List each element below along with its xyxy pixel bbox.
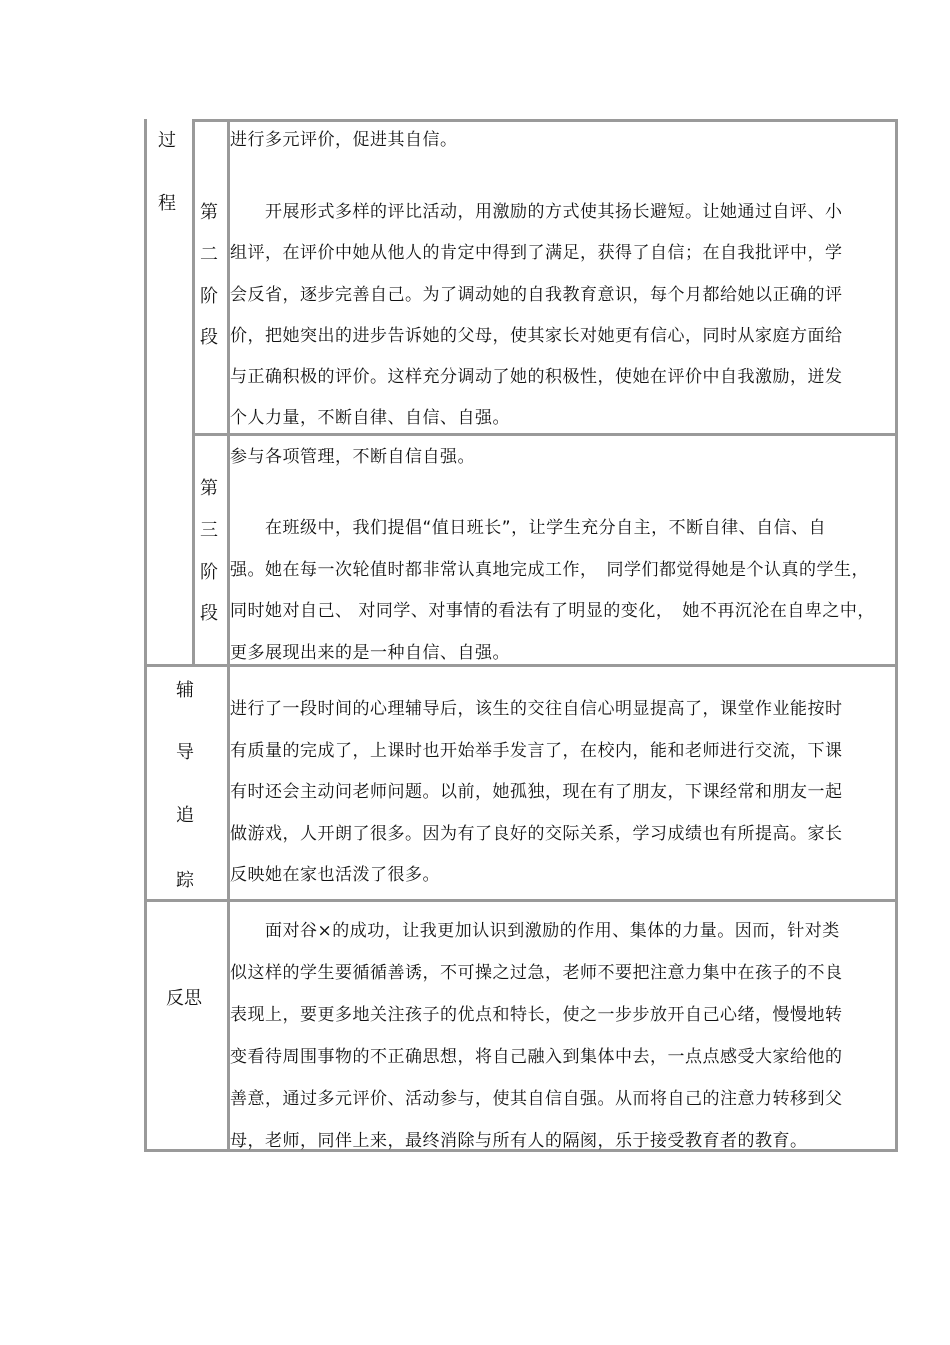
reflection-line: 善意，通过多元评价、活动参与，使其自信自强。从而将自己的注意力转移到父 xyxy=(230,1089,843,1109)
stage2-line: 与正确积极的评价。这样充分调动了她的积极性，使她在评价中自我激励，迸发 xyxy=(230,367,843,388)
stage2-line: 组评，在评价中她从他人的肯定中得到了满足，获得了自信；在自我批评中，学 xyxy=(230,243,843,264)
table-top-border xyxy=(192,119,898,122)
process-label-char-1: 过 xyxy=(158,130,176,151)
stage3-line: 同时她对自己、 对同学、对事情的看法有了明显的变化， 她不再沉沦在自卑之中， xyxy=(230,601,875,621)
stage2-label-char-1: 第 xyxy=(200,202,218,223)
followup-line: 有质量的完成了，上课时也开始举手发言了，在校内，能和老师进行交流，下课 xyxy=(230,740,843,761)
followup-label-char-2: 导 xyxy=(176,742,194,763)
stage3-label-char-4: 段 xyxy=(200,603,218,624)
reflection-line: 表现上，要更多地关注孩子的优点和特长，使之一步步放开自己心绪，慢慢地转 xyxy=(230,1005,843,1025)
reflection-line: 面对谷×的成功，让我更加认识到激励的作用、集体的力量。因而，针对类 xyxy=(230,921,840,941)
stage-column-border xyxy=(192,119,195,667)
stage3-paragraph xyxy=(230,508,890,674)
table-left-border xyxy=(144,119,147,1152)
stage2-line: 开展形式多样的评比活动，用激励的方式使其扬长避短。让她通过自评、小 xyxy=(230,202,843,222)
followup-line: 有时还会主动问老师问题。以前，她孤独，现在有了朋友，下课经常和朋友一起 xyxy=(230,782,843,802)
stage2-label-char-3: 阶 xyxy=(200,286,218,307)
table-right-border xyxy=(895,119,898,1152)
stage3-label-char-3: 阶 xyxy=(200,562,218,583)
reflection-line: 母，老师，同伴上来，最终消除与所有人的隔阂，乐于接受教育者的教育。 xyxy=(230,1131,808,1151)
followup-line: 做游戏，人开朗了很多。因为有了良好的交际关系，学习成绩也有所提高。家长 xyxy=(230,823,843,844)
process-label-char-2: 程 xyxy=(158,193,176,214)
reflection-paragraph xyxy=(230,910,890,1162)
followup-line: 反映她在家也活泼了很多。 xyxy=(230,865,440,885)
stage3-label-char-1: 第 xyxy=(200,478,218,499)
stage2-line: 价，把她突出的进步告诉她的父母，使其家长对她更有信心，同时从家庭方面给 xyxy=(230,325,843,346)
stage2-line: 个人力量，不断自律、自信、自强。 xyxy=(230,408,510,429)
stage2-line: 会反省，逐步完善自己。为了调动她的自我教育意识，每个月都给她以正确的评 xyxy=(230,284,843,305)
stage3-line: 更多展现出来的是一种自信、自强。 xyxy=(230,642,510,663)
stage2-paragraph xyxy=(230,192,890,440)
reflection-label: 反思 xyxy=(166,988,202,1009)
stage2-label-char-2: 二 xyxy=(200,244,218,265)
stage3-label-char-2: 三 xyxy=(200,520,218,541)
followup-line: 进行了一段时间的心理辅导后，该生的交往自信心明显提高了，课堂作业能按时 xyxy=(230,699,843,719)
section-divider-reflection xyxy=(144,899,898,902)
followup-label-char-1: 辅 xyxy=(176,680,194,701)
stage3-line: 强。她在每一次轮值时都非常认真地完成工作， 同学们都觉得她是个认真的学生， xyxy=(230,559,869,580)
stage2-intro: 进行多元评价，促进其自信。 xyxy=(230,130,458,150)
reflection-line: 变看待周围事物的不正确思想，将自己融入到集体中去，一点点感受大家给他的 xyxy=(230,1047,843,1067)
reflection-line: 似这样的学生要循循善诱，不可操之过急，老师不要把注意力集中在孩子的不良 xyxy=(230,963,843,983)
stage2-label-char-4: 段 xyxy=(200,327,218,348)
stage3-line: 在班级中，我们提倡“值日班长”，让学生充分自主，不断自律、自信、自 xyxy=(230,518,827,538)
followup-label-char-3: 追 xyxy=(176,805,194,826)
stage3-intro: 参与各项管理，不断自信自强。 xyxy=(230,447,475,467)
followup-label-char-4: 踪 xyxy=(176,870,194,891)
followup-paragraph xyxy=(230,689,890,897)
